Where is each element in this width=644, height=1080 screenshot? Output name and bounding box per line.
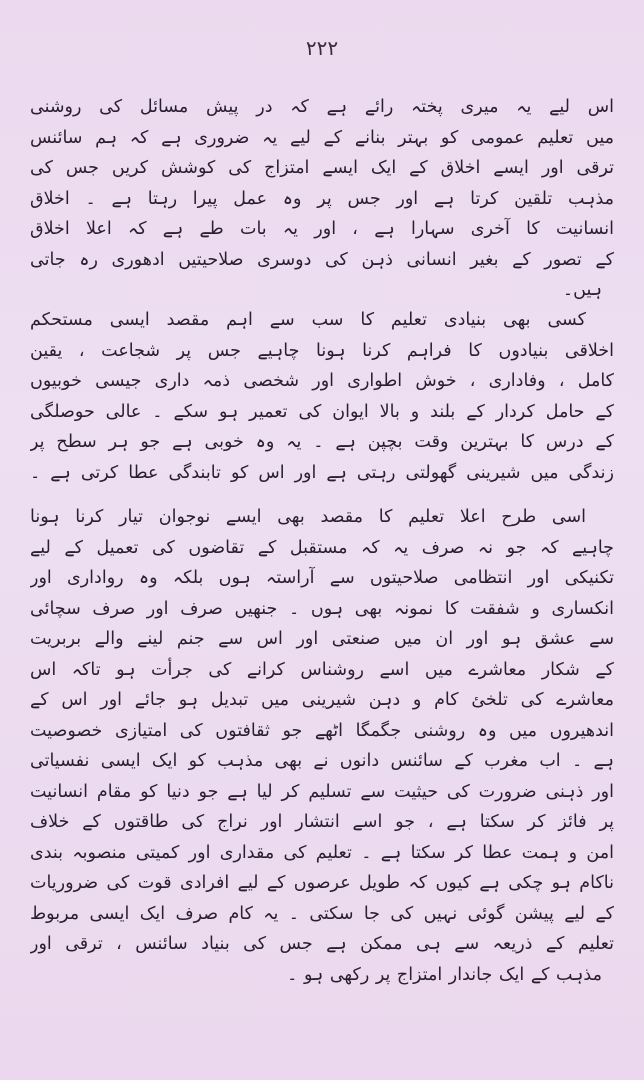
text-line: مذہب کے ایک جاندار امتزاج پر رکھی ہو ۔ bbox=[287, 964, 602, 985]
text-line: کے شکار معاشرے میں اسے روشناس کرانے کی جرأت ہو تاکہ اس bbox=[30, 659, 614, 680]
text-line: اندھیروں میں وہ روشنی جگمگا اٹھے جو ثقافتوں کی امتیازی خصوصیت bbox=[30, 720, 614, 741]
text-line: ترقی اور ایسے اخلاق کے ایک ایسے امتزاج کی کوشش کریں جس کی bbox=[30, 158, 614, 178]
text-line: میں تعلیم عمومی کو بہتر بنانے کے لیے یہ ضروری ہے کہ ہم سائنس bbox=[30, 127, 614, 148]
text-line: کے درس کا بہترین وقت بچپن ہے ۔ یہ وہ خوبی ہے جو ہر سطح پر bbox=[30, 432, 614, 452]
text-line: اخلاقی بنیادوں کا فراہم کرنا ہونا چاہیے جس پر شجاعت ، یقین bbox=[30, 340, 614, 361]
text-line: زندگی میں شیرینی گھولتی رہتی ہے اور اس کو تابندگی عطا کرتی ہے ۔ bbox=[30, 462, 614, 483]
text-line: کے تصور کے بغیر انسانی ذہن کی دوسری صلاحیتیں ادھوری رہ جاتی bbox=[30, 249, 614, 270]
text-line: چاہیے کہ جو نہ صرف یہ کہ مستقبل کے تقاضوں کی تعمیل کے لیے bbox=[30, 537, 614, 558]
text-line: معاشرے کی تلخئ کام و دہن شیرینی میں تبدیل ہو جائے اور اس کے bbox=[30, 690, 614, 710]
text-line: اسی طرح اعلا تعلیم کا مقصد بھی ایسے نوجوان تیار کرنا ہونا bbox=[30, 507, 586, 527]
paragraph-1 bbox=[30, 92, 614, 306]
text-line: اس لیے یہ میری پختہ رائے ہے کہ در پیش مسائل کی روشنی bbox=[30, 97, 614, 117]
text-line: کے لیے پیشن گوئی نہیں کی جا سکتی ۔ یہ کام صرف ایک ایسی مربوط bbox=[30, 903, 614, 924]
text-line: تعلیم کے ذریعہ سے ہی ممکن ہے جس کی بنیاد سائنس ، ترقی اور bbox=[30, 934, 614, 954]
text-line: ناکام ہو چکی ہے کیوں کہ طویل عرصوں کے لیے افرادی قوت کی ضروریات bbox=[30, 873, 614, 893]
text-line: پر فائز کر سکتا ہے ، جو اسے انتشار اور نراج کی طاقتوں کے خلاف bbox=[30, 812, 614, 832]
text-line: کے حامل کردار کے بلند و بالا ایوان کی تعمیر ہو سکے ۔ عالی حوصلگی bbox=[30, 401, 614, 422]
text-line: امن و ہمت عطا کر سکتا ہے ۔ تعلیم کی مقداری اور کمیتی منصوبہ بندی bbox=[30, 842, 614, 863]
text-line: اور ذہنی ضرورت کی حیثیت سے تسلیم کر لیا ہے جو دنیا کو مقام انسانیت bbox=[30, 781, 614, 802]
text-line: انسانیت کا آخری سہارا ہے ، اور یہ بات طے ہے کہ اعلا اخلاق bbox=[30, 219, 614, 239]
text-line: ہے ۔ اب مغرب کے سائنس دانوں نے بھی مذہب کو ایک ایسی نفسیاتی bbox=[30, 751, 614, 771]
text-line: کسی بھی بنیادی تعلیم کا سب سے اہم مقصد ایسی مستحکم bbox=[30, 310, 586, 330]
paragraph-3 bbox=[30, 502, 614, 990]
text-line: تکنیکی اور انتظامی صلاحیتوں سے آراستہ ہوں بلکہ وہ رواداری اور bbox=[30, 568, 614, 588]
text-line: مذہب تلقین کرتا ہے اور جس پر وہ عمل پیرا رہتا ہے ۔ اخلاق bbox=[30, 188, 614, 209]
text-line: سے عشق ہو اور ان میں صنعتی اور اس سے جنم لینے والے بربریت bbox=[30, 629, 614, 649]
page-number: ۲۲۲ bbox=[305, 36, 339, 60]
text-line: کامل ، وفاداری ، خوش اطواری اور شخصی ذمہ داری جیسی خوبیوں bbox=[30, 371, 614, 391]
text-line: ہیں۔ bbox=[562, 280, 602, 300]
text-line: انکساری و شفقت کا نمونہ بھی ہوں ۔ جنھیں صرف اور صرف سچائی bbox=[30, 598, 614, 619]
paragraph-2 bbox=[30, 305, 614, 488]
